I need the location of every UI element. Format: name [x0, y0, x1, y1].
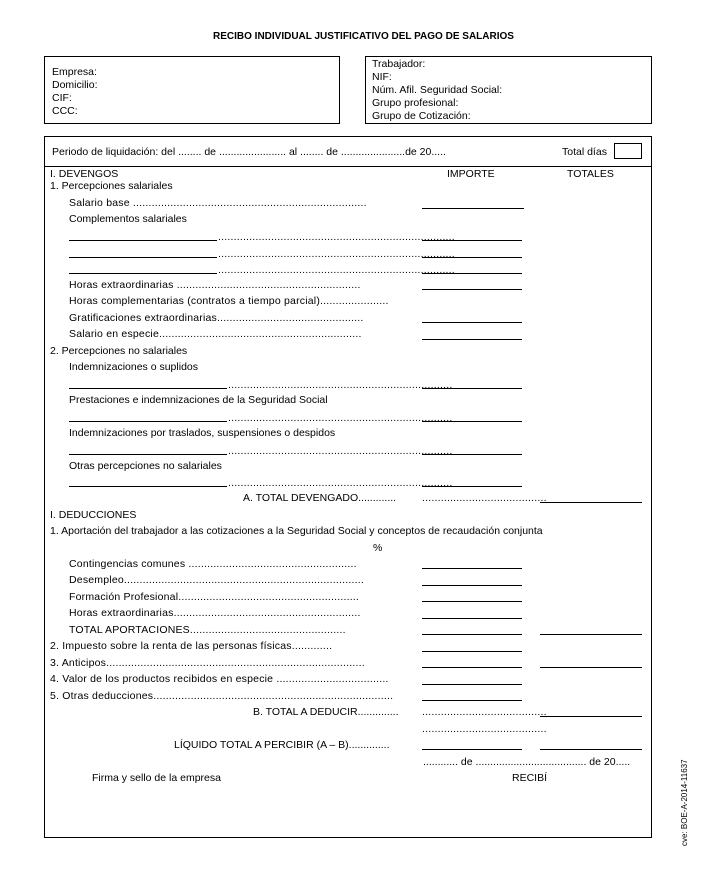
seguridad-social-label: Núm. Afil. Seguridad Social: — [372, 84, 503, 96]
empresa-label: Empresa: — [52, 66, 97, 78]
complemento-2-importe[interactable] — [422, 257, 522, 258]
anticipos: 3. Anticipos................................................................................... — [50, 657, 365, 669]
horas-extraordinarias: Horas extraordinarias ........................................................... — [69, 279, 361, 291]
period-label: Periodo de liquidación: del ........ de ....................... al ........ de ......................de 20..... — [52, 146, 446, 158]
period-separator — [44, 166, 652, 167]
prestaciones-importe[interactable] — [422, 421, 522, 422]
traslados-importe[interactable] — [422, 454, 522, 455]
deducciones-horas-extra: Horas extraordinarias............................................................ — [69, 607, 361, 619]
otras-deducciones-importe[interactable] — [422, 700, 522, 701]
indemnizaciones-traslados: Indemnizaciones por traslados, suspensiones o despidos — [69, 427, 336, 439]
complementos-salariales: Complementos salariales — [69, 213, 187, 225]
aportacion-trabajador: 1. Aportación del trabajador a las cotizaciones a la Seguridad Social y conceptos de recaudación conjunta — [50, 525, 543, 537]
gratificaciones-importe[interactable] — [422, 322, 522, 323]
productos-importe[interactable] — [422, 684, 522, 685]
prestaciones-dots: ........................................................................ — [228, 412, 453, 424]
liquido-total: LÍQUIDO TOTAL A PERCIBIR (A – B).............. — [174, 739, 390, 751]
salario-base-importe[interactable] — [422, 208, 524, 209]
total-devengado: A. TOTAL DEVENGADO............. — [243, 492, 397, 504]
percepciones-no-salariales: 2. Percepciones no salariales — [50, 345, 188, 357]
productos-especie: 4. Valor de los productos recibidos en especie .................................... — [50, 673, 389, 685]
percent-header: % — [373, 542, 383, 554]
complemento-3-name[interactable] — [69, 273, 217, 274]
prestaciones-name[interactable] — [69, 421, 227, 422]
total-aportaciones-importe[interactable] — [422, 634, 522, 635]
recibi-label: RECIBÍ — [512, 772, 548, 784]
salario-base: Salario base ........................................................................... — [69, 197, 367, 209]
irpf: 2. Impuesto sobre la renta de las personas físicas............. — [50, 640, 333, 652]
formacion-importe[interactable] — [422, 601, 522, 602]
traslados-name[interactable] — [69, 454, 227, 455]
totales-header: TOTALES — [567, 168, 614, 180]
otras-percepciones-name[interactable] — [69, 486, 227, 487]
total-deducir-field[interactable] — [540, 716, 642, 717]
devengos-heading: I. DEVENGOS — [50, 168, 119, 180]
grupo-profesional-label: Grupo profesional: — [372, 97, 459, 109]
total-dias-label: Total días — [562, 146, 607, 158]
desempleo-importe[interactable] — [422, 585, 522, 586]
complemento-2-name[interactable] — [69, 257, 217, 258]
nif-label: NIF: — [372, 71, 392, 83]
deducciones-horas-importe[interactable] — [422, 618, 522, 619]
complemento-1-name[interactable] — [69, 240, 217, 241]
grupo-cotizacion-label: Grupo de Cotización: — [372, 110, 471, 122]
indemnizaciones-importe[interactable] — [422, 388, 522, 389]
complemento-3-dots: ............................................................................ — [218, 264, 455, 276]
cve-code: cve: BOE-A-2014-11637 — [680, 759, 689, 846]
contingencias-comunes: Contingencias comunes ...................................................... — [69, 558, 357, 570]
deducciones-heading: I. DEDUCCIONES — [50, 509, 137, 521]
total-deducir: B. TOTAL A DEDUCIR.............. — [253, 706, 399, 718]
horas-complementarias: Horas complementarias (contratos a tiempo parcial)...................... — [69, 295, 389, 307]
total-devengado-dots: ........................................ — [422, 492, 547, 504]
fecha-line: ............ de ...................................... de 20..... — [423, 756, 631, 768]
otras-deducciones: 5. Otras deducciones............................................................................. — [50, 690, 394, 702]
indemnizaciones-suplidos: Indemnizaciones o suplidos — [69, 361, 198, 373]
firma-empresa: Firma y sello de la empresa — [92, 772, 221, 784]
indemnizaciones-dots: ........................................................................ — [228, 379, 453, 391]
otras-percepciones-dots: ........................................................................ — [228, 477, 453, 489]
desempleo: Desempleo............................................................................. — [69, 574, 364, 586]
complemento-2-dots: ............................................................................ — [218, 248, 455, 260]
total-aportaciones: TOTAL APORTACIONES.................................................. — [69, 624, 346, 636]
otras-percepciones-importe[interactable] — [422, 486, 522, 487]
domicilio-label: Domicilio: — [52, 79, 98, 91]
total-deducir-dots-2: ........................................ — [422, 723, 547, 735]
cif-label: CIF: — [52, 92, 72, 104]
anticipos-importe[interactable] — [422, 667, 522, 668]
prestaciones-ss: Prestaciones e indemnizaciones de la Seguridad Social — [69, 394, 328, 406]
total-deducir-dots: ........................................ — [422, 706, 547, 718]
otras-percepciones: Otras percepciones no salariales — [69, 460, 222, 472]
importe-header: IMPORTE — [447, 168, 495, 180]
especie-importe[interactable] — [422, 339, 522, 340]
total-dias-field[interactable] — [614, 143, 642, 159]
anticipos-total[interactable] — [540, 667, 642, 668]
total-aportaciones-total[interactable] — [540, 634, 642, 635]
page-title: RECIBO INDIVIDUAL JUSTIFICATIVO DEL PAGO DE SALARIOS — [213, 31, 514, 42]
percepciones-salariales: 1. Percepciones salariales — [50, 180, 173, 192]
complemento-1-dots: ............................................................................ — [218, 231, 455, 243]
contingencias-importe[interactable] — [422, 568, 522, 569]
irpf-importe[interactable] — [422, 651, 522, 652]
complemento-1-importe[interactable] — [422, 240, 522, 241]
horas-extra-importe[interactable] — [422, 289, 522, 290]
gratificaciones: Gratificaciones extraordinarias............................................... — [69, 312, 364, 324]
complemento-3-importe[interactable] — [422, 273, 522, 274]
total-devengado-field[interactable] — [540, 502, 642, 503]
trabajador-label: Trabajador: — [372, 58, 426, 70]
salario-especie: Salario en especie................................................................. — [69, 328, 362, 340]
formacion-profesional: Formación Profesional.......................................................... — [69, 591, 360, 603]
liquido-total-field[interactable] — [540, 749, 642, 750]
indemnizaciones-name[interactable] — [69, 388, 227, 389]
ccc-label: CCC: — [52, 105, 78, 117]
liquido-importe[interactable] — [422, 749, 522, 750]
traslados-dots: ........................................................................ — [228, 445, 453, 457]
